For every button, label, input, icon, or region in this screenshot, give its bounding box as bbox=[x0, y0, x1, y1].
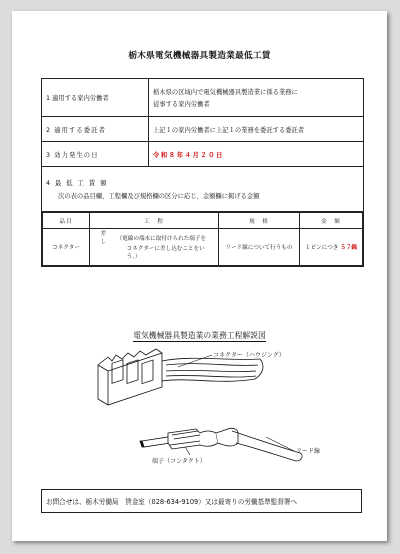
page-title: 栃木県電気機械器具製造業最低工賃 bbox=[128, 51, 271, 61]
table-row bbox=[42, 212, 364, 267]
contact-footer: お問合せは、栃木労働局 賃金室（028-634-9109）又は最寄りの労働基準監督署へ bbox=[41, 489, 362, 513]
process-main: 差し bbox=[100, 231, 107, 245]
table-row bbox=[43, 229, 363, 266]
document-page bbox=[12, 11, 387, 541]
process-cell bbox=[90, 229, 219, 266]
column-header: 規 格 bbox=[219, 213, 300, 229]
section-description: 次の表の品目欄、工程欄及び規格欄の区分に応じ、金額欄に掲げる金額 bbox=[58, 193, 260, 200]
lead-wire-label: リード線 bbox=[296, 448, 321, 455]
row-text: 上記１の家内労働者に上記１の業務を委託する委託者 bbox=[149, 117, 364, 142]
item-cell: コネクター bbox=[43, 229, 90, 266]
amount-value: ５７銭 bbox=[340, 245, 358, 251]
row-text bbox=[149, 79, 364, 117]
table-row bbox=[42, 79, 364, 117]
minimum-wage-section bbox=[42, 167, 364, 212]
column-header: 品目 bbox=[43, 213, 90, 229]
diagram-title: 電気機械器具製造業の業務工程解説図 bbox=[133, 331, 266, 340]
process-note-line: コネクターに差し込むことをいう。） bbox=[126, 246, 205, 260]
terminal-label: 端子（コンタクト） bbox=[152, 458, 206, 465]
effective-date: 令和８年４月２０日 bbox=[149, 142, 364, 167]
wage-table bbox=[41, 78, 364, 267]
process-diagram bbox=[70, 343, 360, 473]
amount-cell bbox=[300, 229, 363, 266]
row-text-line: 従事する家内労働者 bbox=[153, 101, 210, 108]
terminal-drawing bbox=[140, 428, 302, 461]
row-label: 1 適用する家内労働者 bbox=[42, 79, 149, 117]
row-label: 2 適用する委託者 bbox=[42, 117, 149, 142]
table-row bbox=[42, 142, 364, 167]
section-heading: 4 最 低 工 賃 額 bbox=[46, 180, 108, 187]
amount-prefix: １ピンにつき bbox=[304, 245, 339, 251]
process-note-line: （電線の端末に取付けられた端子を bbox=[116, 236, 207, 242]
table-row bbox=[42, 117, 364, 142]
row-label: 3 効力発生の日 bbox=[42, 142, 149, 167]
column-header: 工 程 bbox=[90, 213, 219, 229]
row-text-line: 栃木県の区域内で電気機械器具製造業に係る業務に bbox=[153, 89, 298, 96]
column-header: 金 額 bbox=[300, 213, 363, 229]
subtable-header bbox=[43, 213, 363, 229]
connector-label: コネクター（ハウジング） bbox=[213, 352, 285, 359]
wage-subtable bbox=[42, 212, 363, 266]
table-row bbox=[42, 167, 364, 212]
spec-cell: リード線について行うもの bbox=[219, 229, 300, 266]
